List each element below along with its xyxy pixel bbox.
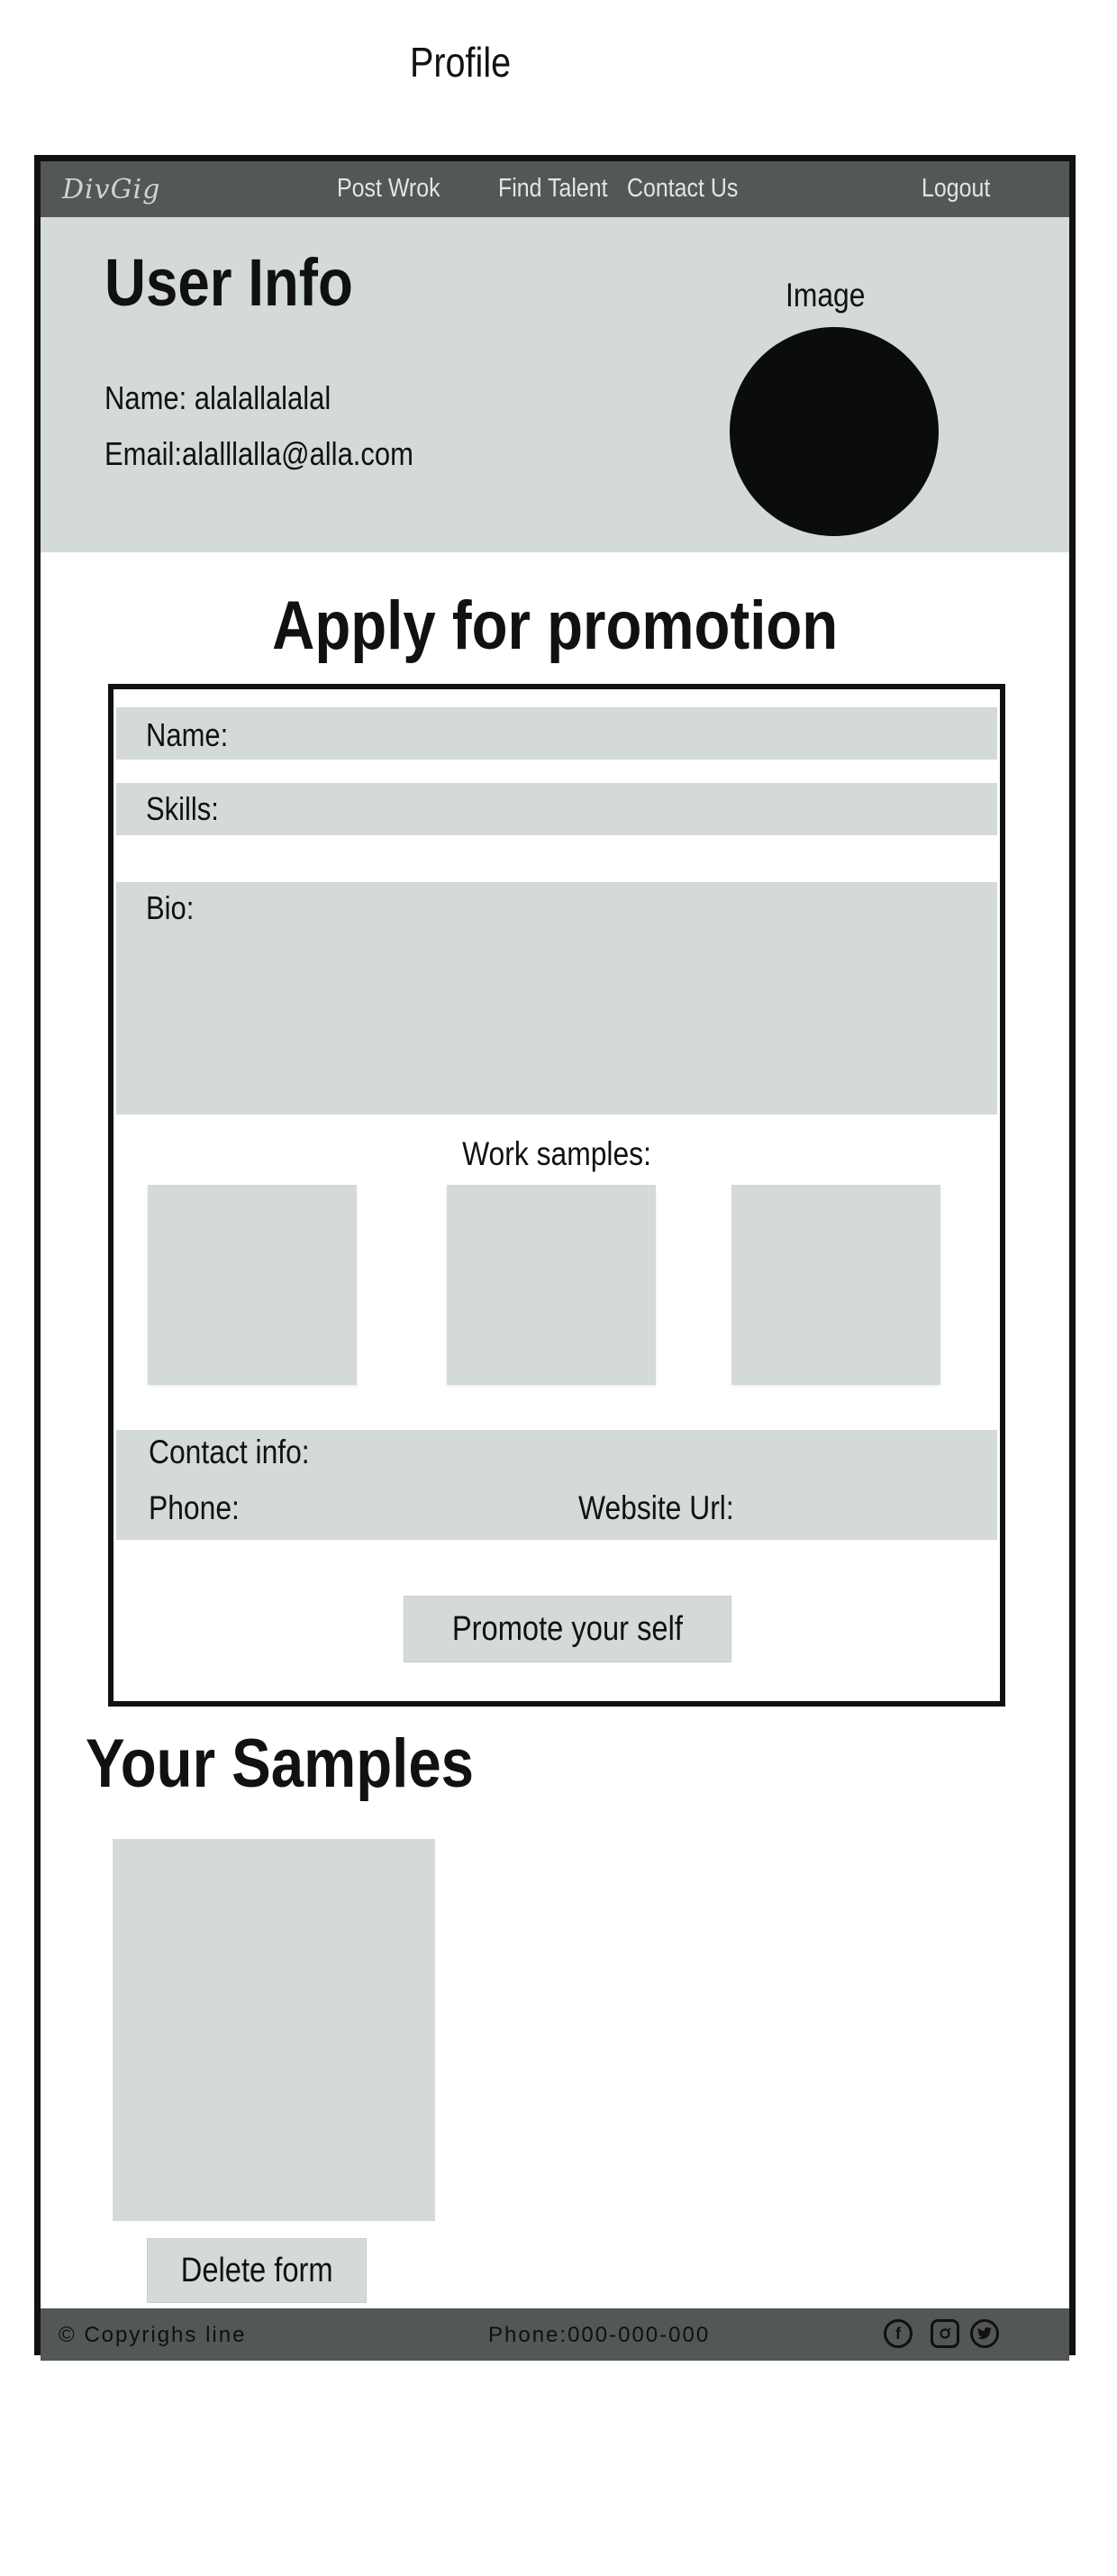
- skills-field[interactable]: [116, 783, 997, 835]
- navbar: [41, 161, 1069, 217]
- contact-info-field[interactable]: [116, 1430, 997, 1540]
- twitter-icon[interactable]: [970, 2319, 999, 2348]
- website-url-label: Website Url:: [578, 1489, 734, 1526]
- page-title: Profile: [410, 39, 512, 86]
- skills-field-label: Skills:: [146, 790, 219, 827]
- twitter-glyph: [976, 2326, 993, 2341]
- footer: [41, 2308, 1069, 2361]
- apply-heading: [41, 587, 1069, 665]
- your-samples-heading: Your Samples: [86, 1725, 475, 1802]
- work-sample-slot-3[interactable]: [731, 1185, 940, 1385]
- user-name: Name: alalallalalal: [104, 379, 331, 416]
- work-sample-slot-1[interactable]: [148, 1185, 357, 1385]
- instagram-glyph: [937, 2326, 953, 2342]
- name-field[interactable]: [116, 707, 997, 760]
- footer-phone: Phone:000-000-000: [488, 2323, 711, 2347]
- promotion-form: [108, 684, 1005, 1707]
- user-email: Email:alalllalla@alla.com: [104, 435, 413, 472]
- nav-logout[interactable]: Logout: [922, 174, 991, 203]
- name-field-label: Name:: [146, 716, 229, 753]
- avatar[interactable]: [730, 327, 939, 536]
- nav-contact-us[interactable]: Contact Us: [627, 174, 739, 203]
- work-samples-label-text: Work samples:: [462, 1135, 651, 1172]
- promote-button-label: Promote your self: [451, 1610, 684, 1648]
- sample-thumbnail[interactable]: [113, 1839, 435, 2221]
- phone-label: Phone:: [149, 1489, 240, 1526]
- delete-button-label: Delete form: [180, 2252, 333, 2289]
- work-sample-slot-2[interactable]: [447, 1185, 656, 1385]
- bio-field-label: Bio:: [146, 889, 195, 926]
- bio-field[interactable]: [116, 882, 997, 1115]
- facebook-icon[interactable]: f: [884, 2319, 913, 2348]
- contact-info-label: Contact info:: [149, 1434, 310, 1470]
- instagram-icon[interactable]: [931, 2319, 959, 2348]
- apply-heading-text: Apply for promotion: [271, 587, 839, 664]
- logo[interactable]: DivGig: [62, 174, 161, 205]
- page-frame: [34, 155, 1076, 2355]
- delete-button[interactable]: [147, 2238, 367, 2303]
- promote-button[interactable]: [404, 1596, 731, 1662]
- work-samples-label: [114, 1135, 1000, 1173]
- nav-post-work[interactable]: Post Wrok: [337, 174, 440, 203]
- user-info-panel: [41, 217, 1069, 552]
- copyright-text: © Copyrighs line: [59, 2323, 247, 2347]
- user-info-heading: User Info: [104, 245, 353, 320]
- image-label: Image: [786, 277, 866, 314]
- nav-find-talent[interactable]: Find Talent: [498, 174, 608, 203]
